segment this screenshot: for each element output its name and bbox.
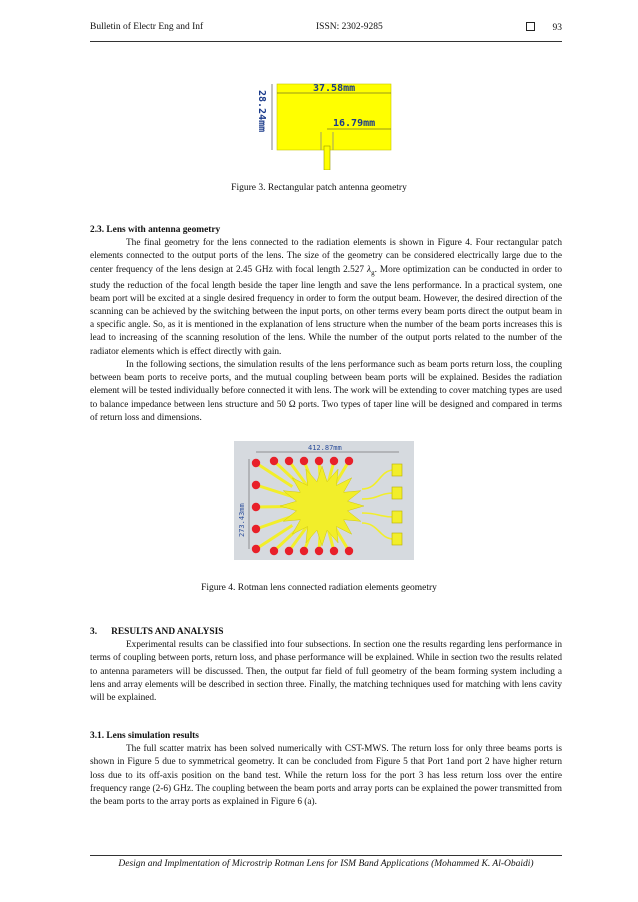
section-heading-3-1: 3.1. Lens simulation results <box>90 731 199 741</box>
port-marker <box>252 459 260 467</box>
patch-element <box>392 464 402 476</box>
page-number: 93 <box>552 23 562 33</box>
port-marker <box>252 481 260 489</box>
dim-width-label: 37.58mm <box>313 83 356 94</box>
port-marker <box>345 457 353 465</box>
port-marker <box>345 547 353 555</box>
port-marker <box>285 547 293 555</box>
patch-element <box>392 533 402 545</box>
port-marker <box>300 547 308 555</box>
port-marker <box>270 457 278 465</box>
figure-3-caption: Figure 3. Rectangular patch antenna geometry <box>231 183 407 193</box>
port-marker <box>270 547 278 555</box>
paragraph: The full scatter matrix has been solved numerically with CST-MWS. The return loss for only three beams ports is shown in Figure 5 due to symmetrical geometry. It can be concluded from Figure 5 that Port 1and port 2 have higher return loss due to its off-axis position on the band test. While the return loss for the port 3 has less return loss over the entire frequency range (2-6) GHz. The coupling between the beam ports and array ports can be explained the power transmitted from the beam ports to the array ports as explained in Figure 6 (a). <box>90 744 562 808</box>
dim-width-label: 412.87mm <box>308 444 342 452</box>
port-marker <box>285 457 293 465</box>
issn: ISSN: 2302-9285 <box>316 22 383 32</box>
page-number-group <box>526 22 563 33</box>
lens-cavity <box>280 466 364 546</box>
port-marker <box>315 547 323 555</box>
paragraph: The final geometry for the lens connected to the radiation elements is shown in Figure 4. Four rectangular patch elements connected to the output ports of the lens. The size of the geometry can be considered electrically large due to the center frequency of the lens design at 2.45 GHz with focal length 2.527 $\lambda_g$. More optimization can be conducted in order to study the reduction of the focal length beside the taper line length and save the lens performance. In a practical system, one beam port will be excited at a single desired frequency in order to form the output beam. However, the desired direction of the scanning can be achieved by the switching between the input ports, on other terms every beam ports direct the output beam in a specific angle. So, as it is mentioned in the explanation of lens structure when the number of the beam ports increases this is lead to increasing of the scanning resolution of the lens. While the number of the output ports related to the number of the radiator elements which is effect directly with gain. <box>90 238 563 357</box>
dim-height-label: 273.43mm <box>238 503 246 537</box>
port-marker <box>252 503 260 511</box>
port-marker <box>330 547 338 555</box>
port-marker <box>252 545 260 553</box>
section-heading-2-3: 2.3. Lens with antenna geometry <box>90 225 221 235</box>
port-marker <box>330 457 338 465</box>
paragraph: In the following sections, the simulation results of the lens performance such as beam ports return loss, the coupling between beam ports to receive ports, and the mutual coupling between beam ports will be explained. Besides the radiation element will be tested individually before connected it with lens. The work will be extending to cover matching types are used to balance impedance between lens structure and 50 Ω ports. Two types of taper line will be designed and compared in terms of return loss and dimensions. <box>90 359 562 423</box>
figure-4-rotman-lens <box>234 441 414 560</box>
paragraph: Experimental results can be classified into four subsections. In section one the results regarding lens performance in terms of coupling between ports, return loss, and phase performance will be explained. While in section two the results related to antenna parameters will be discussed. Then, the output far field of full geometry of the beam forming system including a lens and array elements will be described in section three. Finally, the matching techniques used for matching with lens cavity will be explained. <box>90 640 562 704</box>
page-footer: Design and Implmentation of Microstrip Rotman Lens for ISM Band Applications (Mohammed K. Al-Obaidi) <box>90 855 562 869</box>
feed-line <box>324 146 330 170</box>
page-header <box>90 22 562 42</box>
port-marker <box>315 457 323 465</box>
section-3-1 <box>90 730 562 809</box>
square-icon <box>526 22 535 31</box>
dim-height-label: 28.24mm <box>256 90 267 133</box>
patch-element <box>392 511 402 523</box>
figure-3-patch-antenna <box>255 80 395 170</box>
port-marker <box>252 525 260 533</box>
dim-feed-label: 16.79mm <box>333 118 376 129</box>
port-marker <box>300 457 308 465</box>
figure-4-caption: Figure 4. Rotman lens connected radiation elements geometry <box>201 583 437 593</box>
section-heading-3: 3. RESULTS AND ANALYSIS <box>90 627 224 637</box>
patch-element <box>392 487 402 499</box>
section-2-3 <box>90 224 562 425</box>
section-3 <box>90 626 562 705</box>
journal-name: Bulletin of Electr Eng and Inf <box>90 22 204 32</box>
